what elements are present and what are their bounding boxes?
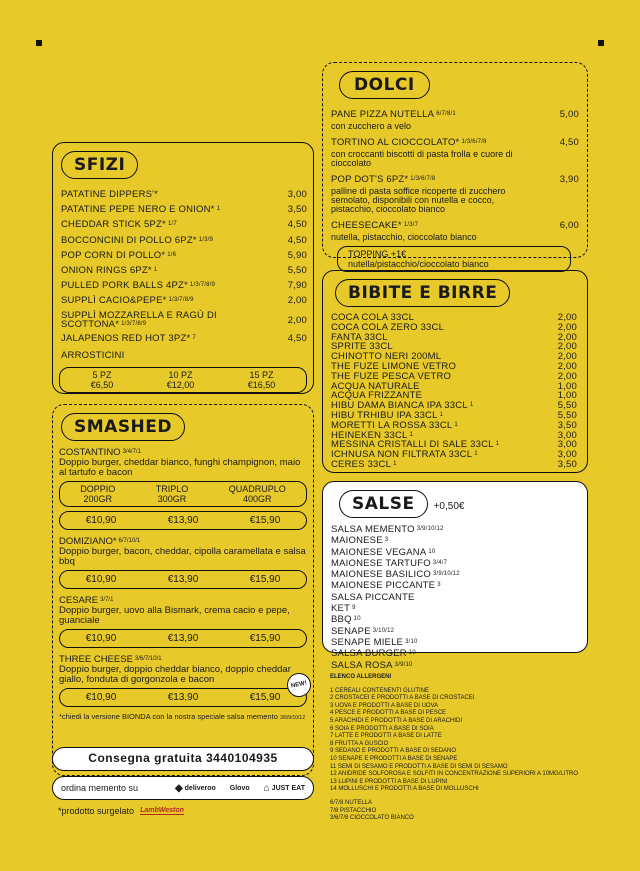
menu-item: CHEDDAR STICK 5PZ* $^{1/7}$ 4,50 bbox=[61, 219, 307, 231]
deliveroo-logo: ◆ deliveroo bbox=[174, 782, 216, 794]
salse-price: +0,50€ bbox=[433, 501, 465, 512]
dolci-list bbox=[331, 99, 579, 242]
salse-header bbox=[331, 482, 577, 518]
sauce-item: MAIONESE VEGANA $^{10}$ bbox=[331, 546, 436, 558]
drink-item: THE FUZE PESCA VETRO 2,00 bbox=[331, 370, 577, 382]
order-label: ordina memento su bbox=[61, 783, 139, 793]
salse-list bbox=[331, 518, 577, 671]
drink-item: ACQUA FRIZZANTE 1,00 bbox=[331, 390, 577, 402]
drink-item: MESSINA CRISTALLI DI SALE 33CL $^1$ 3,00 bbox=[331, 439, 577, 451]
sauce-item: SALSA MEMENTO $^{3/9/10/12}$ bbox=[331, 524, 444, 535]
menu-item: POP CORN DI POLLO* $^{1/6}$ 5,90 bbox=[61, 249, 307, 261]
drink-item: CERES 33CL $^1$ 3,50 bbox=[331, 458, 577, 470]
smashed-section bbox=[52, 404, 314, 776]
arrosticini-sizes bbox=[59, 367, 307, 393]
topping-box: TOPPING +1€ nutella/pistacchio/cioccolato bianco bbox=[337, 246, 571, 272]
right-column bbox=[322, 62, 588, 671]
drink-item: COCA COLA 33CL 2,00 bbox=[331, 312, 577, 323]
menu-item: PATATINE PEPE NERO E ONION* $^1$ 3,50 bbox=[61, 204, 307, 216]
sauce-item: SENAPE $^{3/10/12}$ bbox=[331, 625, 395, 637]
drink-item: SPRITE 33CL 2,00 bbox=[331, 341, 577, 353]
dolci-title: DOLCI bbox=[339, 71, 430, 99]
lamb-weston-logo: LambWeston bbox=[140, 807, 184, 814]
sfizi-section bbox=[52, 142, 314, 394]
menu-item: PATATINE DIPPERS'* 3,00 bbox=[61, 189, 307, 200]
price-row: €10,90 €13,90 €15,90 bbox=[59, 570, 307, 589]
size-header: DOPPIO 200GR TRIPLO 300GR QUADRUPLO 400GR bbox=[59, 481, 307, 507]
drink-item: HIBU TRHIBU IPA 33CL $^1$ 5,50 bbox=[331, 409, 577, 421]
glovo-logo: Glovo bbox=[229, 784, 250, 792]
menu-item: PULLED PORK BALLS 4PZ* $^{1/3/7/8/9}$ 7,90 bbox=[61, 280, 307, 292]
bibite-list bbox=[331, 307, 577, 470]
menu-item: ONION RINGS 6PZ* $^1$ 5,50 bbox=[61, 265, 307, 277]
dolce-item: TORTINO AL CIOCCOLATO* $^{1/3/6/7/8}$ 4,50 con croccanti biscotti di pasta frolla e cuore di cioccolato bbox=[331, 137, 579, 168]
sfizi-list bbox=[53, 179, 313, 363]
dolce-item: POP DOT'S 6PZ* $^{1/3/6/7/8}$ 3,90 palline di pasta soffice ricoperte di zucchero semolato, disponibili con nutella e cocco, pistacchio, cioccolato bianco bbox=[331, 174, 579, 214]
size-option: 10 PZ €12,00 bbox=[166, 370, 195, 391]
sfizi-title: SFIZI bbox=[61, 151, 138, 179]
crop-mark bbox=[36, 40, 42, 46]
menu-item: BOCCONCINI DI POLLO 6PZ* $^{1/3/9}$ 4,50 bbox=[61, 234, 307, 246]
bibite-section bbox=[322, 270, 588, 473]
sauce-item: MAIONESE TARTUFO $^{3/4/7}$ bbox=[331, 557, 448, 569]
menu-item: SUPPLÌ CACIO&PEPE* $^{1/3/7/8/9}$ 2,00 bbox=[61, 295, 307, 307]
bionda-note: *chiedi la versione BIONDA con la nostra speciale salsa memento 3/6/9/10/12 bbox=[59, 712, 305, 721]
dolci-section bbox=[322, 62, 588, 269]
burger-domiziano: DOMIZIANO* $^{6/7/10/1}$ Doppio burger, bacon, cheddar, cipolla caramellata e salsa bbq €10,90 €13,90 €15,90 bbox=[59, 536, 307, 589]
sauce-item: MAIONESE PICCANTE $^3$ bbox=[331, 580, 441, 592]
salse-title: SALSE bbox=[339, 490, 428, 518]
order-on-banner bbox=[52, 776, 314, 800]
price-row: €10,90 €13,90 €15,90 bbox=[59, 688, 307, 707]
price-row: €10,90 €13,90 €15,90 bbox=[59, 511, 307, 530]
burger-three-cheese: THREE CHEESE $^{3/6/7/10/1}$ Doppio burger, doppio cheddar bianco, doppio cheddar giallo, fonduta di gorgonzola e bacon €10,90 €13,90 €15,90 bbox=[59, 654, 307, 707]
sauce-item: SALSA BURGER $^{10}$ bbox=[331, 648, 416, 660]
dolce-item: PANE PIZZA NUTELLA $^{6/7/8/1}$ 5,00 con zucchero a velo bbox=[331, 109, 579, 131]
drink-item: ACQUA NATURALE 1,00 bbox=[331, 380, 577, 392]
crop-mark bbox=[598, 40, 604, 46]
bibite-title: BIBITE E BIRRE bbox=[335, 279, 510, 307]
kangaroo-icon: ◆ bbox=[174, 782, 183, 794]
allergen-title: ELENCO ALLERGENI bbox=[330, 674, 392, 680]
just-eat-logo: ⌂ JUST EAT bbox=[263, 782, 305, 794]
delivery-banner: Consegna gratuita 3440104935 bbox=[52, 747, 314, 771]
new-badge: NEW! bbox=[285, 671, 313, 699]
dolce-item: CHEESECAKE* $^{1/3/7}$ 6,00 nutella, pistacchio, cioccolato bianco bbox=[331, 220, 579, 242]
drink-item: HIBU DAMA BIANCA IPA 33CL $^1$ 5,50 bbox=[331, 400, 577, 412]
drink-item: CHINOTTO NERI 200ML 2,00 bbox=[331, 351, 577, 363]
menu-item: SUPPLÌ MOZZARELLA E RAGÙ DI SCOTTONA* $^{1/3/7/8/9}$ 2,00 bbox=[61, 309, 307, 330]
drink-item: COCA COLA ZERO 33CL 2,00 bbox=[331, 321, 577, 333]
burger-cesare: CESARE $^{3/7/1}$ Doppio burger, uovo alla Bismark, crema cacio e pepe, guanciale €10,90 €13,90 €15,90 bbox=[59, 595, 307, 648]
menu-item: JALAPENOS RED HOT 3PZ* $^7$ 4,50 bbox=[61, 332, 307, 344]
size-option: 15 PZ €16,50 bbox=[247, 370, 276, 391]
sauce-item: MAIONESE BASILICO $^{3/9/10/12}$ bbox=[331, 569, 460, 581]
drink-item: MORETTI LA ROSSA 33CL $^1$ 3,50 bbox=[331, 419, 577, 431]
frozen-note: *prodotto surgelato LambWeston bbox=[58, 806, 184, 816]
house-icon: ⌂ bbox=[263, 782, 270, 794]
burger-costantino: COSTANTINO $^{3/4/7/1}$ Doppio burger, cheddar bianco, funghi champignon, maio al tartufo e bacon DOPPIO 200GR TRIPLO 300GR QUADRUPLO 400GR €10,90 €13,90 €15,90 bbox=[59, 447, 307, 530]
salse-section bbox=[322, 481, 588, 671]
sauce-item: KET $^9$ bbox=[331, 603, 356, 615]
allergen-list: ELENCO ALLERGENI 1 CEREALI CONTENENTI GLUTINE 2 CROSTACEI E PRODOTTI A BASE DI CROSTACEI 3 UOVA E PRODOTTI A BASE DI UOVA 4 PESCE E PRODOTTI A BASE DI PESCE 5 ARACHIDI E PRODOTTI A BASE DI ARACHIDI 6 SOIA E PRODOTTI A BASE DI SOIA 7 LATTE E PRODOTTI A BASE DI LATTE 8 FRUTTA A GUSCIO 9 SEDANO E PRODOTTI A BASE DI SEDANO 10 SENAPE E PRODOTTI A BASE DI SENAPE 11 SEMI DI SESAMO E PRODOTTI A BASE DI SEMI DI SESAMO 12 ANIDRIDE SOLFOROSA E SOLFITI IN CONCENTRAZIONE SUPERIORI A 10MG/LITRO 13 LUPINI E PRODOTTI A BASE DI LUPINI 14 MOLLUSCHI E PRODOTTI A BASE DI MOLLUSCHI 6/7/8 NUTELLA 7/8 PISTACCHIO 3/6/7/8 CIOCCOLATO BIANCO bbox=[330, 674, 579, 822]
sauce-item: SENAPE MIELE $^{3/10}$ bbox=[331, 636, 418, 648]
drink-item: HEINEKEN 33CL $^1$ 3,00 bbox=[331, 429, 577, 441]
left-column bbox=[52, 142, 314, 776]
sauce-item: SALSA ROSA $^{3/9/10}$ bbox=[331, 659, 413, 671]
size-option: 5 PZ €6,50 bbox=[90, 370, 114, 391]
price-row: €10,90 €13,90 €15,90 bbox=[59, 629, 307, 648]
sauce-item: SALSA PICCANTE bbox=[331, 591, 415, 603]
sauce-item: MAIONESE $^3$ bbox=[331, 535, 389, 547]
sauce-item: BBQ $^{10}$ bbox=[331, 614, 361, 626]
smashed-title: SMASHED bbox=[61, 413, 185, 441]
drink-item: THE FUZE LIMONE VETRO 2,00 bbox=[331, 360, 577, 372]
menu-item: ARROSTICINI bbox=[61, 349, 125, 361]
drink-item: ICHNUSA NON FILTRATA 33CL $^1$ 3,00 bbox=[331, 449, 577, 461]
drink-item: FANTA 33CL 2,00 bbox=[331, 331, 577, 343]
